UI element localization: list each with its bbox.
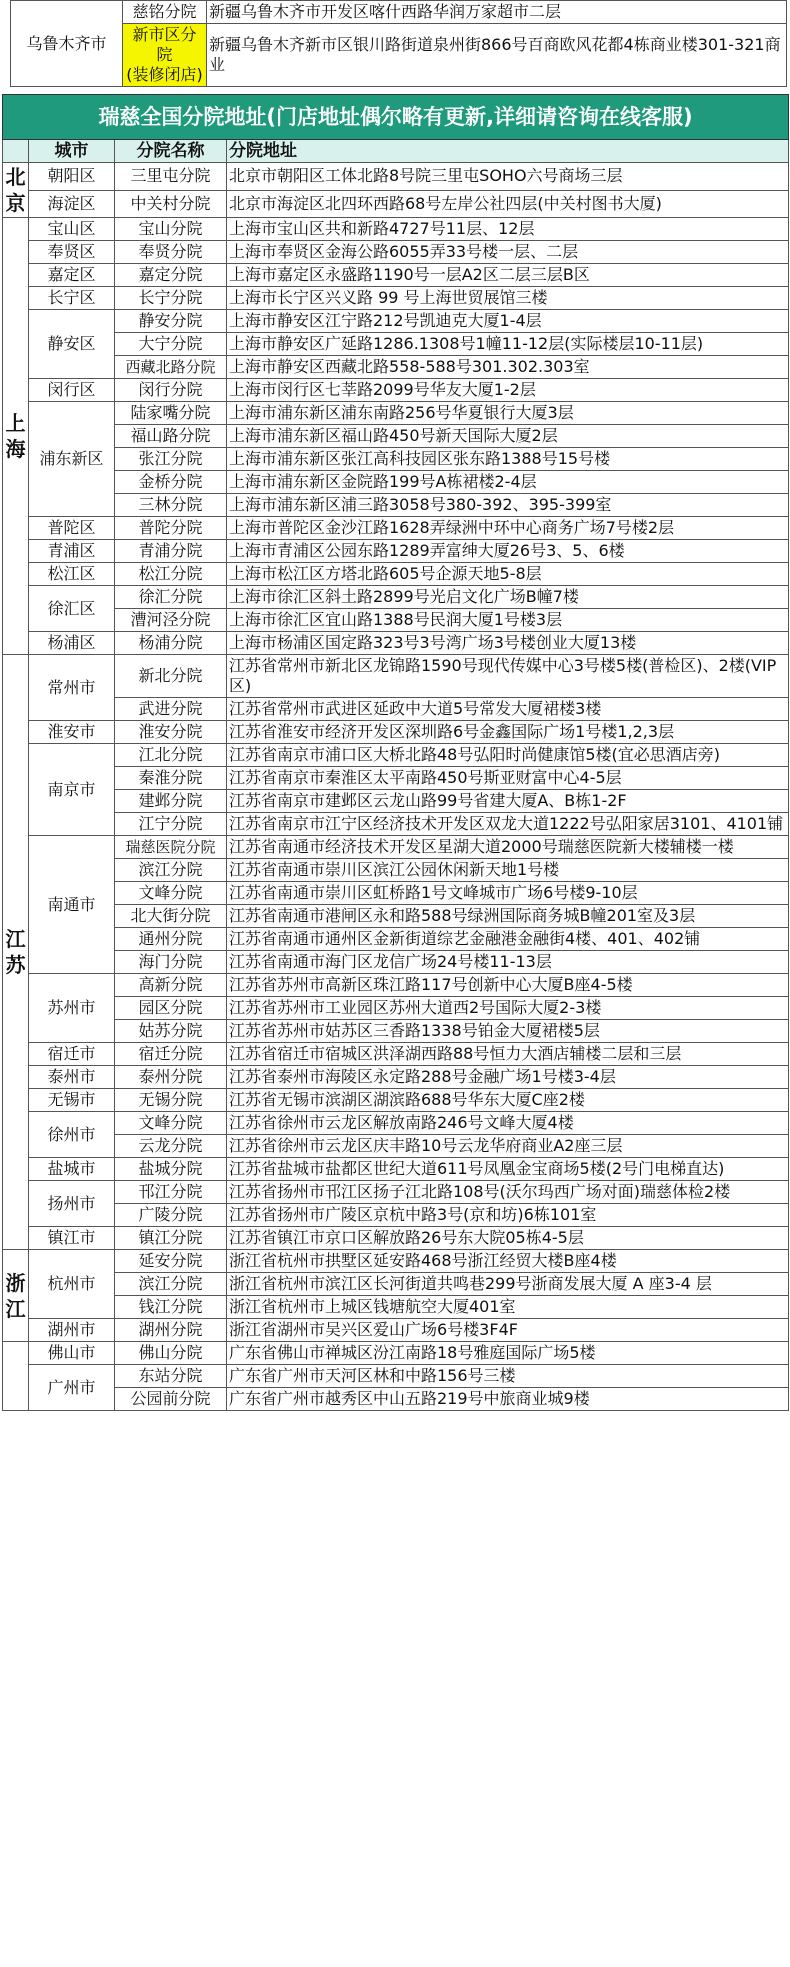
branch-cell: 福山路分院 [115,425,227,448]
branch-cell: 无锡分院 [115,1089,227,1112]
table-row [3,1388,789,1411]
table-row [11,24,787,87]
branch-cell: 东站分院 [115,1365,227,1388]
branch-cell: 瑞慈医院分院 [115,836,227,859]
table-row [3,1112,789,1135]
table-row [3,632,789,655]
branch-cell: 文峰分院 [115,1112,227,1135]
city-cell: 南京市 [29,744,115,836]
branch-cell: 金桥分院 [115,471,227,494]
city-cell: 徐汇区 [29,586,115,632]
table-row [3,1158,789,1181]
header-city: 城市 [29,140,115,163]
address-cell: 广东省广州市越秀区中山五路219号中旅商业城9楼 [227,1388,789,1411]
header-blank [3,140,29,163]
branch-cell: 中关村分院 [115,190,227,218]
table-row [3,471,789,494]
province-cell: 江苏 [3,655,29,1250]
table-row [3,1204,789,1227]
table-row [3,1319,789,1342]
table-row [3,790,789,813]
address-cell: 上海市长宁区兴义路 99 号上海世贸展馆三楼 [227,287,789,310]
branch-cell: 杨浦分院 [115,632,227,655]
header-branch: 分院名称 [115,140,227,163]
address-cell: 江苏省南通市海门区龙信广场24号楼11-13层 [227,951,789,974]
table-row [3,163,789,191]
city-cell: 盐城市 [29,1158,115,1181]
branch-cell: 江宁分院 [115,813,227,836]
table-row [3,333,789,356]
table-row [3,494,789,517]
address-cell: 广东省佛山市禅城区汾江南路18号雅庭国际广场5楼 [227,1342,789,1365]
branch-address-table [2,94,789,1411]
address-cell: 江苏省无锡市滨湖区湖滨路688号华东大厦C座2楼 [227,1089,789,1112]
table-banner: 瑞慈全国分院地址(门店地址偶尔略有更新,详细请咨询在线客服) [3,95,789,140]
branch-cell: 漕河泾分院 [115,609,227,632]
table-row [3,1342,789,1365]
address-cell: 江苏省南京市江宁区经济技术开发区双龙大道1222号弘阳家居3101、4101铺 [227,813,789,836]
table-row [3,928,789,951]
branch-cell: 奉贤分院 [115,241,227,264]
city-cell: 广州市 [29,1365,115,1411]
table-row [3,1089,789,1112]
table-row [3,425,789,448]
table-row [3,836,789,859]
branch-cell: 徐汇分院 [115,586,227,609]
address-cell: 上海市闵行区七莘路2099号华友大厦1-2层 [227,379,789,402]
city-cell: 湖州市 [29,1319,115,1342]
table-row [3,1227,789,1250]
address-cell: 浙江省杭州市拱墅区延安路468号浙江经贸大楼B座4楼 [227,1250,789,1273]
branch-cell: 邗江分院 [115,1181,227,1204]
branch-cell: 秦淮分院 [115,767,227,790]
branch-cell: 钱江分院 [115,1296,227,1319]
closed-note: (装修闭店) [126,65,203,84]
table-row [3,721,789,744]
address-cell: 上海市浦东新区浦三路3058号380-392、395-399室 [227,494,789,517]
table-row [3,974,789,997]
table-row [3,1135,789,1158]
branch-cell: 镇江分院 [115,1227,227,1250]
branch-cell: 武进分院 [115,698,227,721]
table-row [3,951,789,974]
address-cell: 江苏省南通市崇川区虹桥路1号文峰城市广场6号楼9-10层 [227,882,789,905]
branch-cell: 泰州分院 [115,1066,227,1089]
city-cell: 静安区 [29,310,115,379]
city-cell: 闵行区 [29,379,115,402]
table-row [3,218,789,241]
table-row [3,1365,789,1388]
header-address: 分院地址 [227,140,789,163]
city-cell: 杨浦区 [29,632,115,655]
table-row [3,310,789,333]
address-cell: 上海市浦东新区福山路450号新天国际大厦2层 [227,425,789,448]
address-cell: 上海市静安区广延路1286.1308号1幢11-12层(实际楼层10-11层) [227,333,789,356]
branch-cell: 陆家嘴分院 [115,402,227,425]
address-cell: 江苏省南京市秦淮区太平南路450号斯亚财富中心4-5层 [227,767,789,790]
address-cell: 上海市静安区江宁路212号凯迪克大厦1-4层 [227,310,789,333]
address-cell: 上海市青浦区公园东路1289弄富绅大厦26号3、5、6楼 [227,540,789,563]
branch-cell: 江北分院 [115,744,227,767]
address-cell: 上海市浦东新区张江高科技园区张东路1388号15号楼 [227,448,789,471]
city-cell: 苏州市 [29,974,115,1043]
branch-cell: 公园前分院 [115,1388,227,1411]
city-cell: 徐州市 [29,1112,115,1158]
table-row [3,517,789,540]
branch-cell: 云龙分院 [115,1135,227,1158]
province-cell: 北京 [3,163,29,218]
branch-cell: 大宁分院 [115,333,227,356]
branch-cell: 盐城分院 [115,1158,227,1181]
table-row [3,609,789,632]
branch-cell: 佛山分院 [115,1342,227,1365]
branch-cell: 淮安分院 [115,721,227,744]
city-cell: 南通市 [29,836,115,974]
table-row [3,1296,789,1319]
address-cell: 江苏省南通市港闸区永和路588号绿洲国际商务城B幢201室及3层 [227,905,789,928]
province-cell: 上海 [3,218,29,655]
address-cell: 上海市奉贤区金海公路6055弄33号楼一层、二层 [227,241,789,264]
table-row [3,744,789,767]
city-cell: 长宁区 [29,287,115,310]
branch-cell: 宿迁分院 [115,1043,227,1066]
address-cell: 江苏省苏州市姑苏区三香路1338号铂金大厦裙楼5层 [227,1020,789,1043]
table-row [3,882,789,905]
address-cell: 江苏省常州市武进区延政中大道5号常发大厦裙楼3楼 [227,698,789,721]
table-row [3,1043,789,1066]
branch-name: 新市区分院 [132,25,197,64]
xinjiang-table [10,0,787,87]
table-row [3,997,789,1020]
table-row [3,379,789,402]
address-cell: 上海市宝山区共和新路4727号11层、12层 [227,218,789,241]
address-cell: 上海市杨浦区国定路323号3号湾广场3号楼创业大厦13楼 [227,632,789,655]
city-cell: 海淀区 [29,190,115,218]
address-cell: 江苏省南通市崇川区滨江公园休闲新天地1号楼 [227,859,789,882]
table-row [3,402,789,425]
address-cell: 新疆乌鲁木齐新市区银川路街道泉州街866号百商欧风花都4栋商业楼301-321商业 [207,24,787,87]
branch-cell: 嘉定分院 [115,264,227,287]
address-cell: 江苏省南通市通州区金新街道综艺金融港金融街4楼、401、402铺 [227,928,789,951]
branch-cell: 通州分院 [115,928,227,951]
branch-cell: 姑苏分院 [115,1020,227,1043]
table-row [3,190,789,218]
branch-cell: 广陵分院 [115,1204,227,1227]
branch-cell: 新北分院 [115,655,227,698]
table-row [3,767,789,790]
branch-cell: 高新分院 [115,974,227,997]
address-cell: 浙江省湖州市吴兴区爱山广场6号楼3F4F [227,1319,789,1342]
address-cell: 江苏省扬州市广陵区京杭中路3号(京和坊)6栋101室 [227,1204,789,1227]
address-cell: 上海市普陀区金沙江路1628弄绿洲中环中心商务广场7号楼2层 [227,517,789,540]
table-row [3,813,789,836]
branch-cell: 海门分院 [115,951,227,974]
address-cell: 上海市徐汇区斜土路2899号光启文化广场B幢7楼 [227,586,789,609]
city-cell: 镇江市 [29,1227,115,1250]
address-cell: 浙江省杭州市上城区钱塘航空大厦401室 [227,1296,789,1319]
city-cell: 浦东新区 [29,402,115,517]
table-row [11,1,787,24]
city-cell: 乌鲁木齐市 [11,1,123,87]
branch-cell: 青浦分院 [115,540,227,563]
table-row [3,356,789,379]
city-cell: 无锡市 [29,1089,115,1112]
table-row [3,586,789,609]
branch-cell: 松江分院 [115,563,227,586]
branch-cell: 静安分院 [115,310,227,333]
city-cell: 佛山市 [29,1342,115,1365]
city-cell: 宿迁市 [29,1043,115,1066]
address-cell: 新疆乌鲁木齐市开发区喀什西路华润万家超市二层 [207,1,787,24]
branch-cell: 闵行分院 [115,379,227,402]
province-cell: 浙江 [3,1250,29,1342]
address-cell: 江苏省南京市浦口区大桥北路48号弘阳时尚健康馆5楼(宜必思酒店旁) [227,744,789,767]
header-row [3,140,789,163]
address-cell: 江苏省淮安市经济开发区深圳路6号金鑫国际广场1号楼1,2,3层 [227,721,789,744]
address-cell: 上海市浦东新区金院路199号A栋裙楼2-4层 [227,471,789,494]
branch-cell: 滨江分院 [115,1273,227,1296]
table-row [3,1020,789,1043]
branch-cell: 建邺分院 [115,790,227,813]
address-cell: 上海市松江区方塔北路605号企源天地5-8层 [227,563,789,586]
table-row [3,264,789,287]
city-cell: 杭州市 [29,1250,115,1319]
city-cell: 嘉定区 [29,264,115,287]
branch-cell: 慈铭分院 [123,1,207,24]
table-row [3,287,789,310]
table-row [3,905,789,928]
city-cell: 松江区 [29,563,115,586]
address-cell: 北京市朝阳区工体北路8号院三里屯SOHO六号商场三层 [227,163,789,191]
address-cell: 江苏省镇江市京口区解放路26号东大院05栋4-5层 [227,1227,789,1250]
city-cell: 普陀区 [29,517,115,540]
address-cell: 上海市嘉定区永盛路1190号一层A2区二层三层B区 [227,264,789,287]
table-row [3,1066,789,1089]
table-row [3,448,789,471]
address-cell: 上海市静安区西藏北路558-588号301.302.303室 [227,356,789,379]
branch-cell: 园区分院 [115,997,227,1020]
branch-cell: 文峰分院 [115,882,227,905]
branch-cell: 张江分院 [115,448,227,471]
table-row [3,859,789,882]
city-cell: 朝阳区 [29,163,115,191]
branch-cell: 滨江分院 [115,859,227,882]
city-cell: 常州市 [29,655,115,721]
table-row [3,1250,789,1273]
table-row [3,563,789,586]
address-cell: 江苏省苏州市高新区珠江路117号创新中心大厦B座4-5楼 [227,974,789,997]
table-row [3,698,789,721]
branch-cell: 普陀分院 [115,517,227,540]
branch-cell: 三林分院 [115,494,227,517]
branch-cell: 湖州分院 [115,1319,227,1342]
table-row [3,540,789,563]
address-cell: 江苏省盐城市盐都区世纪大道611号凤凰金宝商场5楼(2号门电梯直达) [227,1158,789,1181]
address-cell: 江苏省苏州市工业园区苏州大道西2号国际大厦2-3楼 [227,997,789,1020]
address-cell: 江苏省南京市建邺区云龙山路99号省建大厦A、B栋1-2F [227,790,789,813]
branch-cell: 长宁分院 [115,287,227,310]
address-cell: 江苏省泰州市海陵区永定路288号金融广场1号楼3-4层 [227,1066,789,1089]
address-cell: 广东省广州市天河区林和中路156号三楼 [227,1365,789,1388]
city-cell: 青浦区 [29,540,115,563]
branch-cell: 西藏北路分院 [115,356,227,379]
city-cell: 扬州市 [29,1181,115,1227]
branch-cell: 北大街分院 [115,905,227,928]
address-cell: 上海市浦东新区浦东南路256号华夏银行大厦3层 [227,402,789,425]
province-cell-blank [3,1342,29,1411]
city-cell: 淮安市 [29,721,115,744]
address-cell: 江苏省宿迁市宿城区洪泽湖西路88号恒力大酒店辅楼二层和三层 [227,1043,789,1066]
table-row [3,655,789,698]
city-cell: 泰州市 [29,1066,115,1089]
address-cell: 江苏省扬州市邗江区扬子江北路108号(沃尔玛西广场对面)瑞慈体检2楼 [227,1181,789,1204]
branch-cell: 宝山分院 [115,218,227,241]
table-row [3,1273,789,1296]
address-cell: 江苏省南通市经济技术开发区星湖大道2000号瑞慈医院新大楼辅楼一楼 [227,836,789,859]
branch-cell: 延安分院 [115,1250,227,1273]
city-cell: 奉贤区 [29,241,115,264]
city-cell: 宝山区 [29,218,115,241]
branch-cell-closed [123,24,207,87]
table-row [3,241,789,264]
table-row [3,1181,789,1204]
address-cell: 上海市徐汇区宜山路1388号民润大厦1号楼3层 [227,609,789,632]
branch-cell: 三里屯分院 [115,163,227,191]
address-cell: 江苏省徐州市云龙区庆丰路10号云龙华府商业A2座三层 [227,1135,789,1158]
address-cell: 浙江省杭州市滨江区长河街道共鸣巷299号浙商发展大厦 A 座3-4 层 [227,1273,789,1296]
address-cell: 江苏省徐州市云龙区解放南路246号文峰大厦4楼 [227,1112,789,1135]
address-cell: 江苏省常州市新北区龙锦路1590号现代传媒中心3号楼5楼(普检区)、2楼(VIP区) [227,655,789,698]
address-cell: 北京市海淀区北四环西路68号左岸公社四层(中关村图书大厦) [227,190,789,218]
